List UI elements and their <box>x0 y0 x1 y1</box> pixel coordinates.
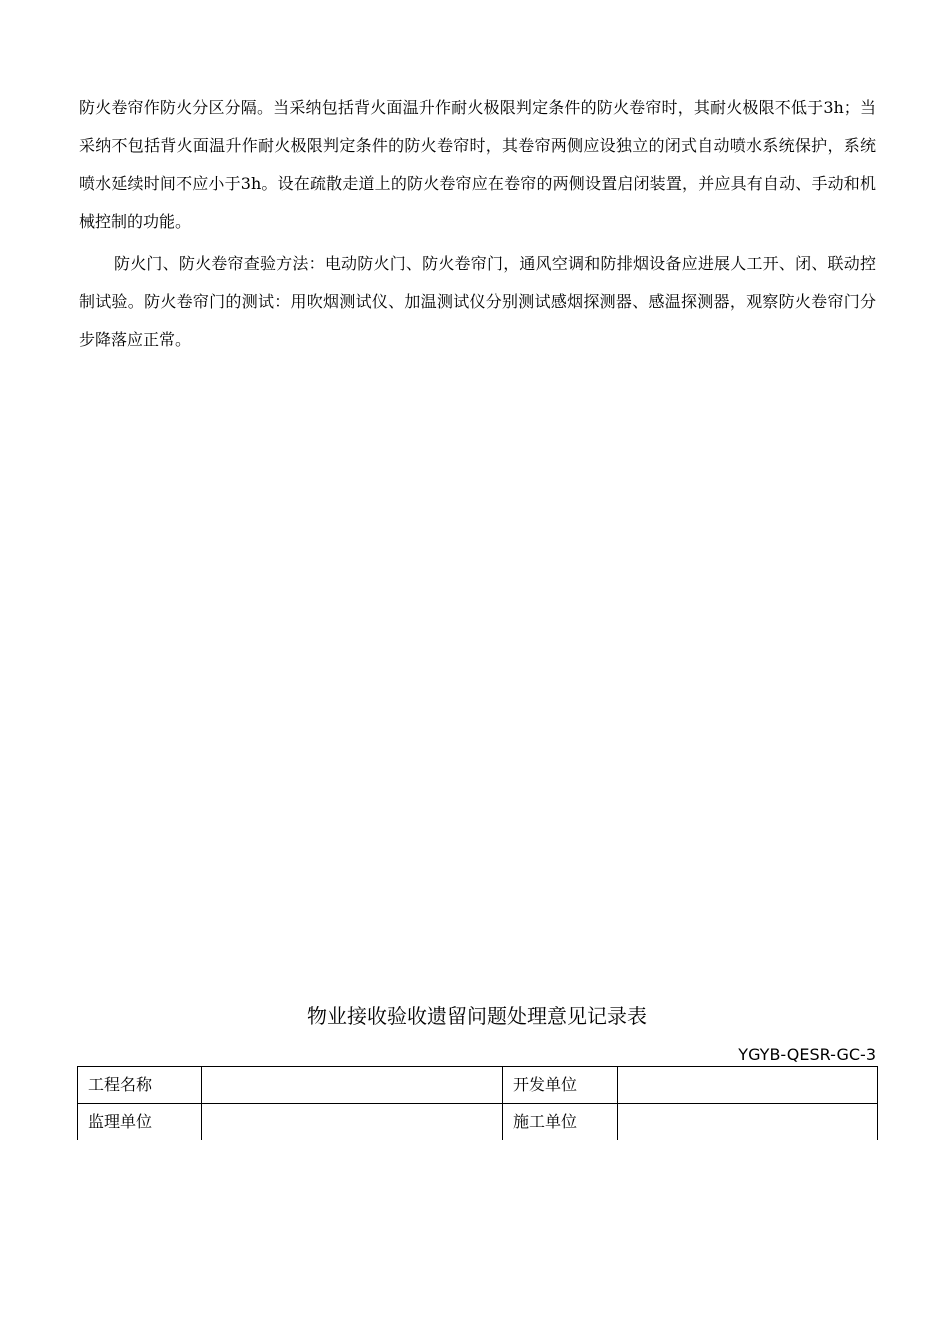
project-name-value <box>202 1067 503 1104</box>
form-code: YGYB-QESR-GC-3 <box>738 1045 876 1064</box>
contractor-value <box>618 1104 878 1141</box>
table-row <box>78 1104 878 1141</box>
body-paragraph: 防火卷帘作防火分区分隔。当采纳包括背火面温升作耐火极限判定条件的防火卷帘时，其耐火极限不低于3h；当采纳不包括背火面温升作耐火极限判定条件的防火卷帘时，其卷帘两侧应设独立的闭式自动喷水系统保护，系统喷水延续时间不应小于3h。设在疏散走道上的防火卷帘应在卷帘的两侧设置启闭装置，并应具有自动、手动和机械控制的功能。 <box>79 98 876 231</box>
body-paragraph: 防火门、防火卷帘查验方法：电动防火门、防火卷帘门，通风空调和防排烟设备应进展人工开、闭、联动控制试验。防火卷帘门的测试：用吹烟测试仪、加温测试仪分别测试感烟探测器、感温探测器，观察防火卷帘门分步降落应正常。 <box>79 254 876 349</box>
supervisor-label: 监理单位 <box>78 1104 202 1141</box>
record-table <box>77 1066 878 1140</box>
developer-value <box>618 1067 878 1104</box>
developer-label: 开发单位 <box>503 1067 618 1104</box>
project-name-label: 工程名称 <box>78 1067 202 1104</box>
contractor-label: 施工单位 <box>503 1104 618 1141</box>
supervisor-value <box>202 1104 503 1141</box>
table-row <box>78 1067 878 1104</box>
form-title: 物业接收验收遗留问题处理意见记录表 <box>307 1004 647 1028</box>
